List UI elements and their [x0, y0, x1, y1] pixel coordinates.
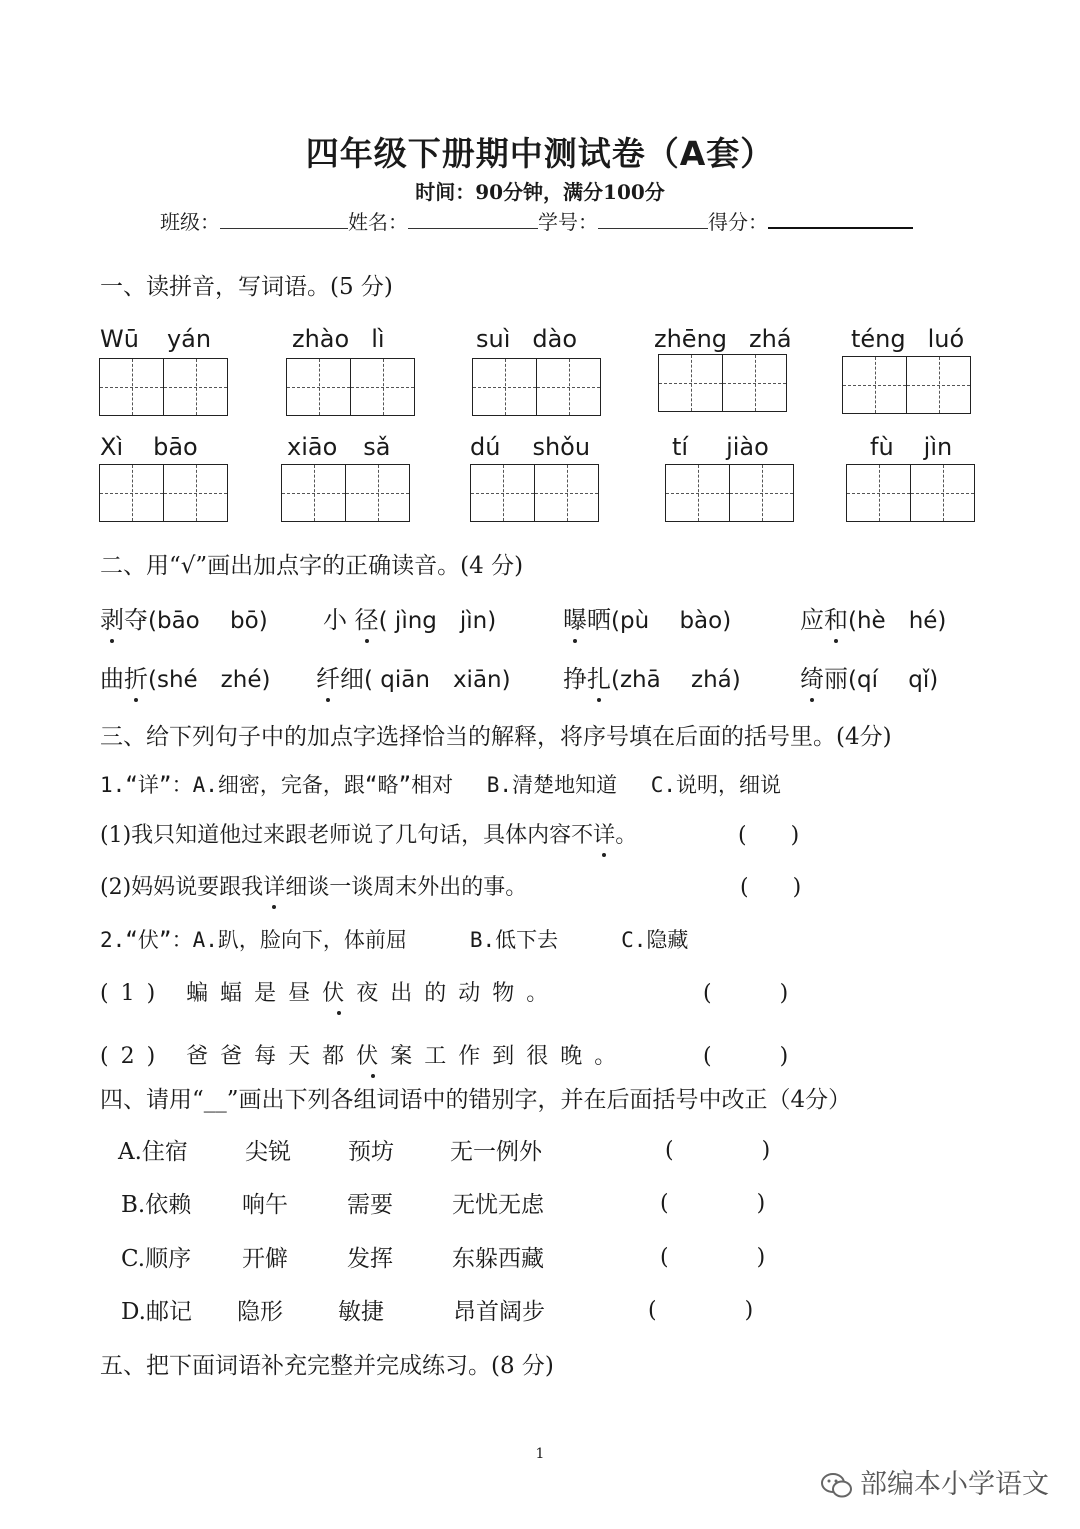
class-label: 班级： — [160, 210, 220, 234]
exam-subtitle: 时间：90分钟，满分100分 — [415, 180, 665, 204]
q2-sentence-1: (1) 蝙蝠是昼伏夜出的动物。 — [100, 981, 561, 1006]
class-blank[interactable] — [220, 210, 348, 229]
answer-grid-1[interactable] — [99, 358, 228, 416]
answer-grid-8[interactable] — [470, 464, 599, 522]
pinyin-10: fù jìn — [870, 433, 953, 461]
q2-definitions: 2.“伏”：A.趴，脸向下，体前屈 B.低下去 C.隐藏 — [100, 928, 689, 952]
answer-grid-7[interactable] — [281, 464, 410, 522]
correction-paren[interactable]: ( ) — [648, 1298, 754, 1323]
reading-item: 剥夺(bāo bō) — [100, 606, 268, 634]
q1-sentence-2: (2)妈妈说要跟我详细谈一谈周末外出的事。 — [100, 875, 528, 900]
answer-grid-6[interactable] — [99, 464, 228, 522]
reading-item: 应和(hè hé) — [800, 606, 947, 634]
reading-item: 小 径( jìng jìn) — [323, 606, 497, 634]
section-4-heading: 四、请用“__”画出下列各组词语中的错别字，并在后面括号中改正（4分） — [100, 1087, 852, 1113]
correction-paren[interactable]: ( ) — [665, 1138, 771, 1163]
pinyin-2: zhào lì — [292, 325, 385, 353]
watermark-text: 部编本小学语文 — [860, 1469, 1049, 1500]
pinyin-7: xiāo sǎ — [287, 433, 391, 461]
pinyin-1: Wū yán — [100, 325, 212, 353]
answer-grid-3[interactable] — [472, 358, 601, 416]
score-label: 得分： — [708, 210, 768, 234]
q1-definitions: 1.“详”：A.细密，完备，跟“略”相对 B.清楚地知道 C.说明，细说 — [100, 773, 782, 797]
pinyin-8: dú shǒu — [470, 433, 591, 461]
pinyin-3: suì dào — [476, 325, 578, 353]
typo-row-b: B.依赖 响午 需要 无忧无虑 — [121, 1192, 544, 1218]
section-2-heading: 二、用“√”画出加点字的正确读音。(4 分) — [100, 553, 524, 579]
typo-row-c: C.顺序 开僻 发挥 东躲西藏 — [121, 1246, 544, 1272]
answer-grid-10[interactable] — [846, 464, 975, 522]
answer-grid-2[interactable] — [286, 358, 415, 416]
correction-paren[interactable]: ( ) — [660, 1245, 766, 1270]
student-info-row — [160, 206, 913, 235]
answer-grid-5[interactable] — [842, 356, 971, 414]
reading-item: 纤细( qiān xiān) — [316, 665, 511, 693]
answer-paren[interactable]: ( ) — [703, 1044, 797, 1069]
wechat-icon — [820, 1471, 854, 1501]
id-label: 学号： — [538, 210, 598, 234]
section-5-heading: 五、把下面词语补充完整并完成练习。(8 分) — [100, 1353, 554, 1379]
answer-grid-4[interactable] — [658, 354, 787, 412]
id-blank[interactable] — [598, 210, 708, 229]
answer-paren[interactable]: ( ) — [738, 823, 800, 848]
q2-sentence-2: (2) 爸爸每天都伏案工作到很晚。 — [100, 1044, 629, 1069]
typo-row-d: D.邮记 隐形 敏捷 昂首阔步 — [121, 1299, 545, 1325]
pinyin-5: téng luó — [851, 325, 965, 353]
reading-item: 曲折(shé zhé) — [100, 665, 271, 693]
answer-paren[interactable]: ( ) — [740, 875, 802, 900]
section-1-heading: 一、读拼音，写词语。(5 分) — [100, 274, 393, 300]
answer-paren[interactable]: ( ) — [703, 981, 797, 1006]
reading-item: 绮丽(qí qǐ) — [800, 665, 939, 693]
pinyin-9: tí jiào — [672, 433, 769, 461]
correction-paren[interactable]: ( ) — [660, 1191, 766, 1216]
typo-row-a: A.住宿 尖锐 预坊 无一例外 — [118, 1139, 542, 1165]
page-number: 1 — [535, 1446, 545, 1462]
name-label: 姓名： — [348, 210, 408, 234]
pinyin-6: Xì bāo — [100, 433, 198, 461]
section-3-heading: 三、给下列句子中的加点字选择恰当的解释，将序号填在后面的括号里。(4分) — [100, 724, 892, 750]
name-blank[interactable] — [408, 210, 538, 229]
score-blank[interactable] — [768, 209, 913, 229]
watermark — [820, 1462, 1049, 1501]
page-title: 四年级下册期中测试卷（A套） — [305, 134, 775, 173]
answer-grid-9[interactable] — [665, 464, 794, 522]
reading-item: 挣扎(zhā zhá) — [563, 665, 741, 693]
reading-item: 曝晒(pù bào) — [563, 606, 732, 634]
q1-sentence-1: (1)我只知道他过来跟老师说了几句话，具体内容不详。 — [100, 823, 638, 848]
pinyin-4: zhēng zhá — [654, 325, 792, 353]
